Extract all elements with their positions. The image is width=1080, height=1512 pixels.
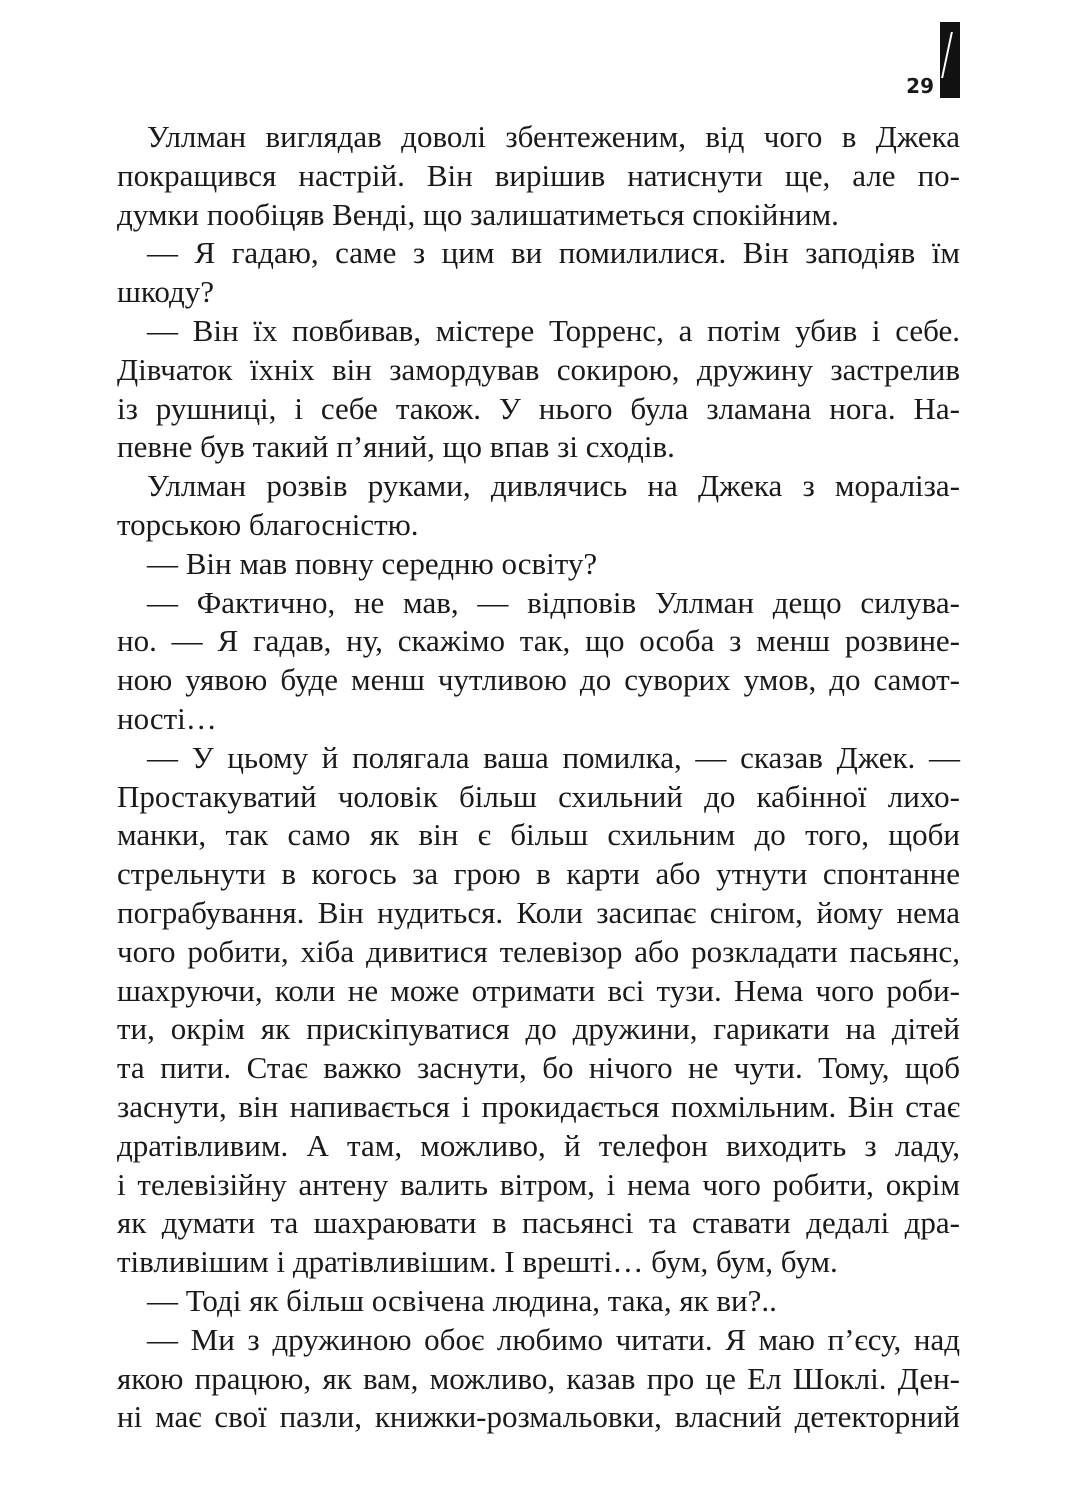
text-line: якою працюю, як вам, можливо, казав про це Ел Шоклі. Ден- [117,1360,960,1396]
text-line: — Я гадаю, саме з цим ви помилилися. Він заподіяв їм [147,235,960,271]
text-line: ності… [117,700,217,736]
text-line: чого робити, хіба дивитися телевізор або розкладати пасьянс, [117,933,960,969]
text-line: но. — Я гадав, ну, скажімо так, що особа з менш розвине- [117,623,960,659]
text-line: ною уявою буде менш чутливою до суворих умов, до самот- [117,662,960,698]
text-line: — Ми з дружиною обоє любимо читати. Я маю п’єсу, над [147,1321,960,1357]
text-line: певне був такий п’яний, що впав зі сходів. [117,429,675,465]
text-line: як думати та шахраювати в пасьянсі та ставати дедалі дра- [117,1205,960,1241]
text-line: заснути, він напивається і прокидається похмільним. Він стає [117,1088,960,1124]
text-line: дратівливим. А там, можливо, й телефон виходить з ладу, [117,1127,960,1163]
body-text [117,118,960,1437]
text-line: покращився настрій. Він вирішив натиснути ще, але по- [117,157,960,193]
text-line: Простакуватий чоловік більш схильний до кабінної лихо- [117,778,960,814]
chapter-tab-mark [940,22,960,98]
text-line: та пити. Стає важко заснути, бо нічого не чути. Тому, щоб [117,1050,960,1086]
text-line: ні має свої пазли, книжки-розмальовки, власний детекторний [117,1399,960,1435]
page-number: 29 [906,74,934,98]
text-line: — Тоді як більш освічена людина, така, як ви?.. [147,1282,777,1318]
text-line: тівливішим і дратівливішим. І врешті… бум, бум, бум. [117,1244,838,1280]
text-line: стрельнути в когось за грою в карти або утнути спонтанне [117,856,960,892]
text-line: — Фактично, не мав, — відповів Уллман дещо силува- [147,584,960,620]
text-line: торською благосністю. [117,506,419,542]
text-line: Уллман виглядав доволі збентеженим, від чого в Джека [147,119,960,154]
text-line: і телевізійну антену валить вітром, і нема чого робити, окрім [117,1166,960,1202]
text-line: ти, окрім як прискіпуватися до дружини, гарикати на дітей [117,1011,960,1047]
text-line: манки, так само як він є більш схильним до того, щоби [117,817,960,853]
text-line: Дівчаток їхніх він замордував сокирою, дружину застрелив [117,351,960,387]
text-line: шкоду? [117,274,214,310]
text-line: — Він їх повбивав, містере Торренс, а потім убив і себе. [147,312,960,348]
text-line: шахруючи, коли не може отримати всі тузи. Нема чого роби- [117,972,960,1008]
page-header [906,20,960,98]
text-line: — У цьому й полягала ваша помилка, — сказав Джек. — [147,739,960,775]
text-line: думки пообіцяв Венді, що залишатиметься спокійним. [117,196,839,232]
text-line: — Він мав повну середню освіту? [147,545,598,581]
text-line: із рушниці, і себе також. У нього була зламана нога. На- [117,390,960,426]
text-line: пограбування. Він нудиться. Коли засипає снігом, йому нема [117,894,960,930]
text-line: Уллман розвів руками, дивлячись на Джека з моралiза- [147,468,960,504]
